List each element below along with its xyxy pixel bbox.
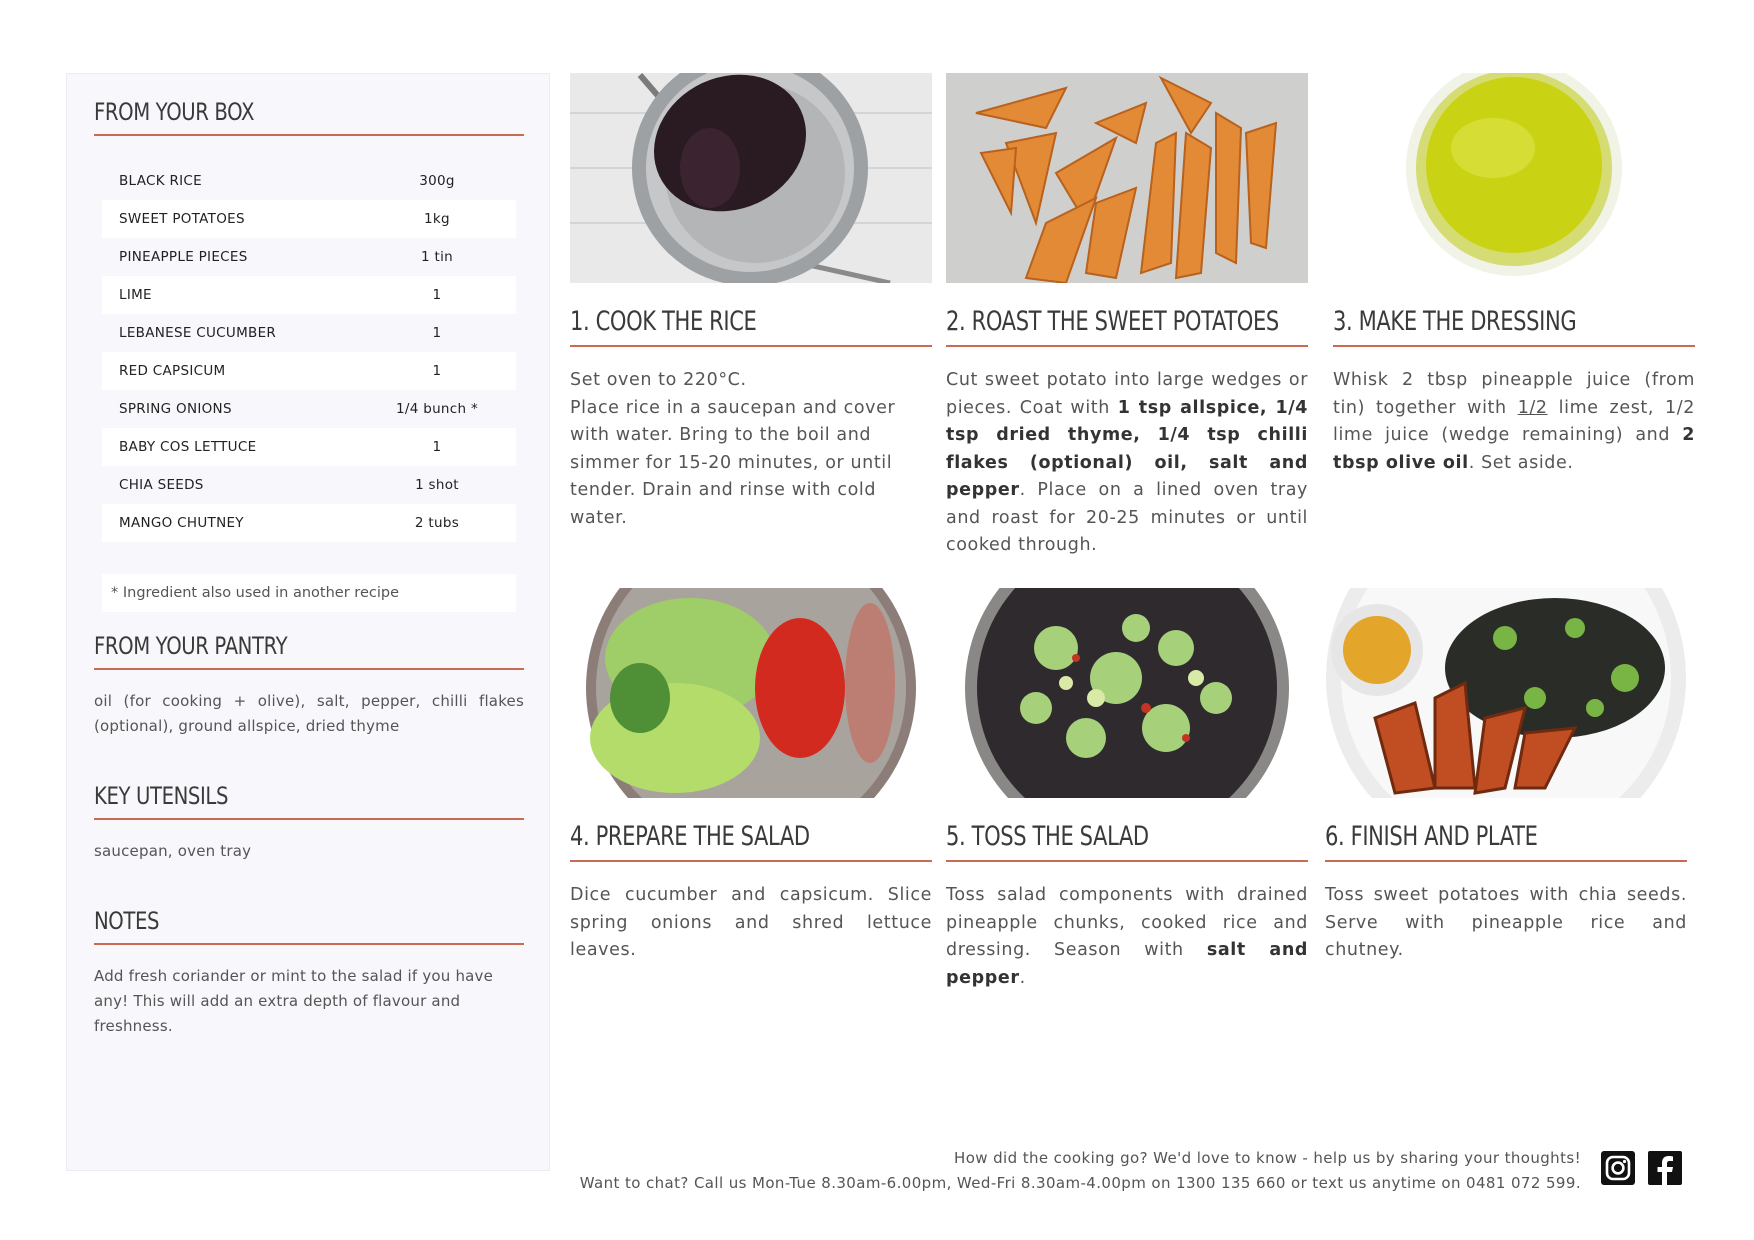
key-utensils-heading: KEY UTENSILS — [94, 782, 229, 810]
step-rule — [570, 860, 932, 862]
step-text — [946, 882, 1308, 992]
ingredient-name: BABY COS LETTUCE — [119, 439, 257, 455]
step-text-underline: 1/2 — [1517, 397, 1548, 418]
step-text — [1333, 367, 1695, 477]
step-title: 3. MAKE THE DRESSING — [1333, 306, 1577, 337]
from-your-box-heading: FROM YOUR BOX — [94, 98, 255, 126]
ingredient-qty: 1 tin — [421, 249, 453, 265]
dressing-bowl-photo — [1333, 73, 1695, 283]
step-rule — [1325, 860, 1687, 862]
rice-strainer-photo — [570, 73, 932, 283]
ingredient-qty: 1 — [432, 363, 442, 379]
step-text-bold: salt and pepper — [946, 940, 1308, 988]
step-text-part: Place rice in a saucepan and cover with water. Bring to the boil and simmer for 15-20 minutes, or until tender. Drain and rinse with cold water. — [570, 397, 896, 528]
ingredient-qty: 1 shot — [415, 477, 459, 493]
step-5 — [946, 588, 1308, 992]
step-text-part: . Place on a lined oven tray and roast for 20-25 minutes or until cooked through. — [946, 480, 1308, 555]
ingredient-name: SPRING ONIONS — [119, 401, 232, 417]
ingredient-name: MANGO CHUTNEY — [119, 515, 244, 531]
tossed-salad-bowl-photo — [946, 588, 1308, 798]
step-text-part: Dice cucumber and capsicum. Slice spring onions and shred lettuce leaves. — [570, 885, 932, 960]
step-rule — [946, 345, 1308, 347]
step-1 — [570, 73, 932, 532]
ingredient-row — [102, 200, 516, 238]
step-rule — [570, 345, 932, 347]
step-6 — [1325, 588, 1687, 965]
ingredient-row — [102, 238, 516, 276]
heading-rule — [94, 134, 524, 136]
feedback-line: How did the cooking go? We'd love to know - help us by sharing your thoughts! — [954, 1149, 1581, 1167]
step-rule — [1333, 345, 1695, 347]
instagram-icon[interactable] — [1600, 1150, 1636, 1186]
heading-rule — [94, 943, 524, 945]
ingredient-row — [102, 276, 516, 314]
step-text-part: Set oven to 220°C. — [570, 370, 747, 390]
step-text-part: lime zest, 1/2 lime juice (wedge remaining) and — [1333, 397, 1696, 445]
ingredient-qty: 1 — [432, 439, 442, 455]
salad-prep-bowl-photo — [570, 588, 932, 798]
step-4 — [570, 588, 932, 965]
ingredient-qty: 1 — [432, 287, 442, 303]
step-text-part: . — [1019, 967, 1026, 988]
step-title: 2. ROAST THE SWEET POTATOES — [946, 306, 1279, 337]
ingredient-row — [102, 466, 516, 504]
contact-line: Want to chat? Call us Mon-Tue 8.30am-6.00pm, Wed-Fri 8.30am-4.00pm on 1300 135 660 or text us anytime on 0481 072 599. — [579, 1174, 1581, 1192]
ingredient-name: SWEET POTATOES — [119, 211, 245, 227]
ingredient-row — [102, 352, 516, 390]
step-text — [946, 367, 1308, 560]
facebook-icon[interactable] — [1647, 1150, 1683, 1186]
ingredient-name: CHIA SEEDS — [119, 477, 204, 493]
step-title: 5. TOSS THE SALAD — [946, 821, 1149, 852]
step-title: 1. COOK THE RICE — [570, 306, 757, 337]
sweet-potato-tray-photo — [946, 73, 1308, 283]
pantry-text: oil (for cooking + olive), salt, pepper, chilli flakes (optional), ground allspice, dried thyme — [94, 692, 524, 735]
ingredient-qty: 1 — [432, 325, 442, 341]
step-text-part: Toss salad components with drained pineapple chunks, cooked rice and dressing. Season with — [946, 885, 1308, 960]
ingredients-sidebar — [66, 73, 550, 1171]
ingredient-qty: 300g — [419, 173, 455, 189]
step-3 — [1333, 73, 1695, 477]
step-text-part: . Set aside. — [1468, 452, 1574, 473]
ingredient-row — [102, 162, 516, 200]
ingredient-name: LEBANESE CUCUMBER — [119, 325, 277, 341]
ingredient-footnote: * Ingredient also used in another recipe — [102, 574, 516, 612]
heading-rule — [94, 818, 524, 820]
ingredient-row — [102, 428, 516, 466]
heading-rule — [94, 668, 524, 670]
ingredient-qty: 1kg — [424, 211, 450, 227]
ingredient-row — [102, 390, 516, 428]
step-2 — [946, 73, 1308, 560]
ingredient-name: LIME — [119, 287, 152, 303]
step-text-part: Whisk 2 tbsp pineapple juice (from tin) together with — [1333, 370, 1695, 418]
step-title: 6. FINISH AND PLATE — [1325, 821, 1538, 852]
ingredient-qty: 2 tubs — [414, 515, 460, 531]
step-text-bold: 1 tsp allspice, 1/4 tsp dried thyme, 1/4 tsp chilli flakes (optional) oil, salt and pepper — [946, 397, 1309, 500]
ingredient-row — [102, 504, 516, 542]
notes-heading: NOTES — [94, 907, 160, 935]
ingredients-table — [102, 162, 516, 542]
step-text-part: Cut sweet potato into large wedges or pieces. Coat with — [946, 370, 1308, 418]
utensils-text: saucepan, oven tray — [94, 842, 252, 860]
step-text — [1325, 882, 1687, 965]
ingredient-qty: 1/4 bunch * — [395, 401, 479, 417]
ingredient-row — [102, 314, 516, 352]
ingredient-name: PINEAPPLE PIECES — [119, 249, 248, 265]
step-rule — [946, 860, 1308, 862]
from-your-pantry-heading: FROM YOUR PANTRY — [94, 632, 288, 660]
plated-dish-photo — [1325, 588, 1687, 798]
notes-text: Add fresh coriander or mint to the salad if you have any! This will add an extra depth of flavour and freshness. — [94, 967, 494, 1035]
step-title: 4. PREPARE THE SALAD — [570, 821, 810, 852]
ingredient-name: BLACK RICE — [119, 173, 202, 189]
step-text — [570, 882, 932, 965]
ingredient-name: RED CAPSICUM — [119, 363, 226, 379]
feedback-footer — [580, 1146, 1581, 1196]
step-text-bold: 2 tbsp olive oil — [1333, 425, 1695, 473]
step-text — [570, 367, 932, 532]
step-text-part: Toss sweet potatoes with chia seeds. Serve with pineapple rice and chutney. — [1325, 885, 1687, 960]
